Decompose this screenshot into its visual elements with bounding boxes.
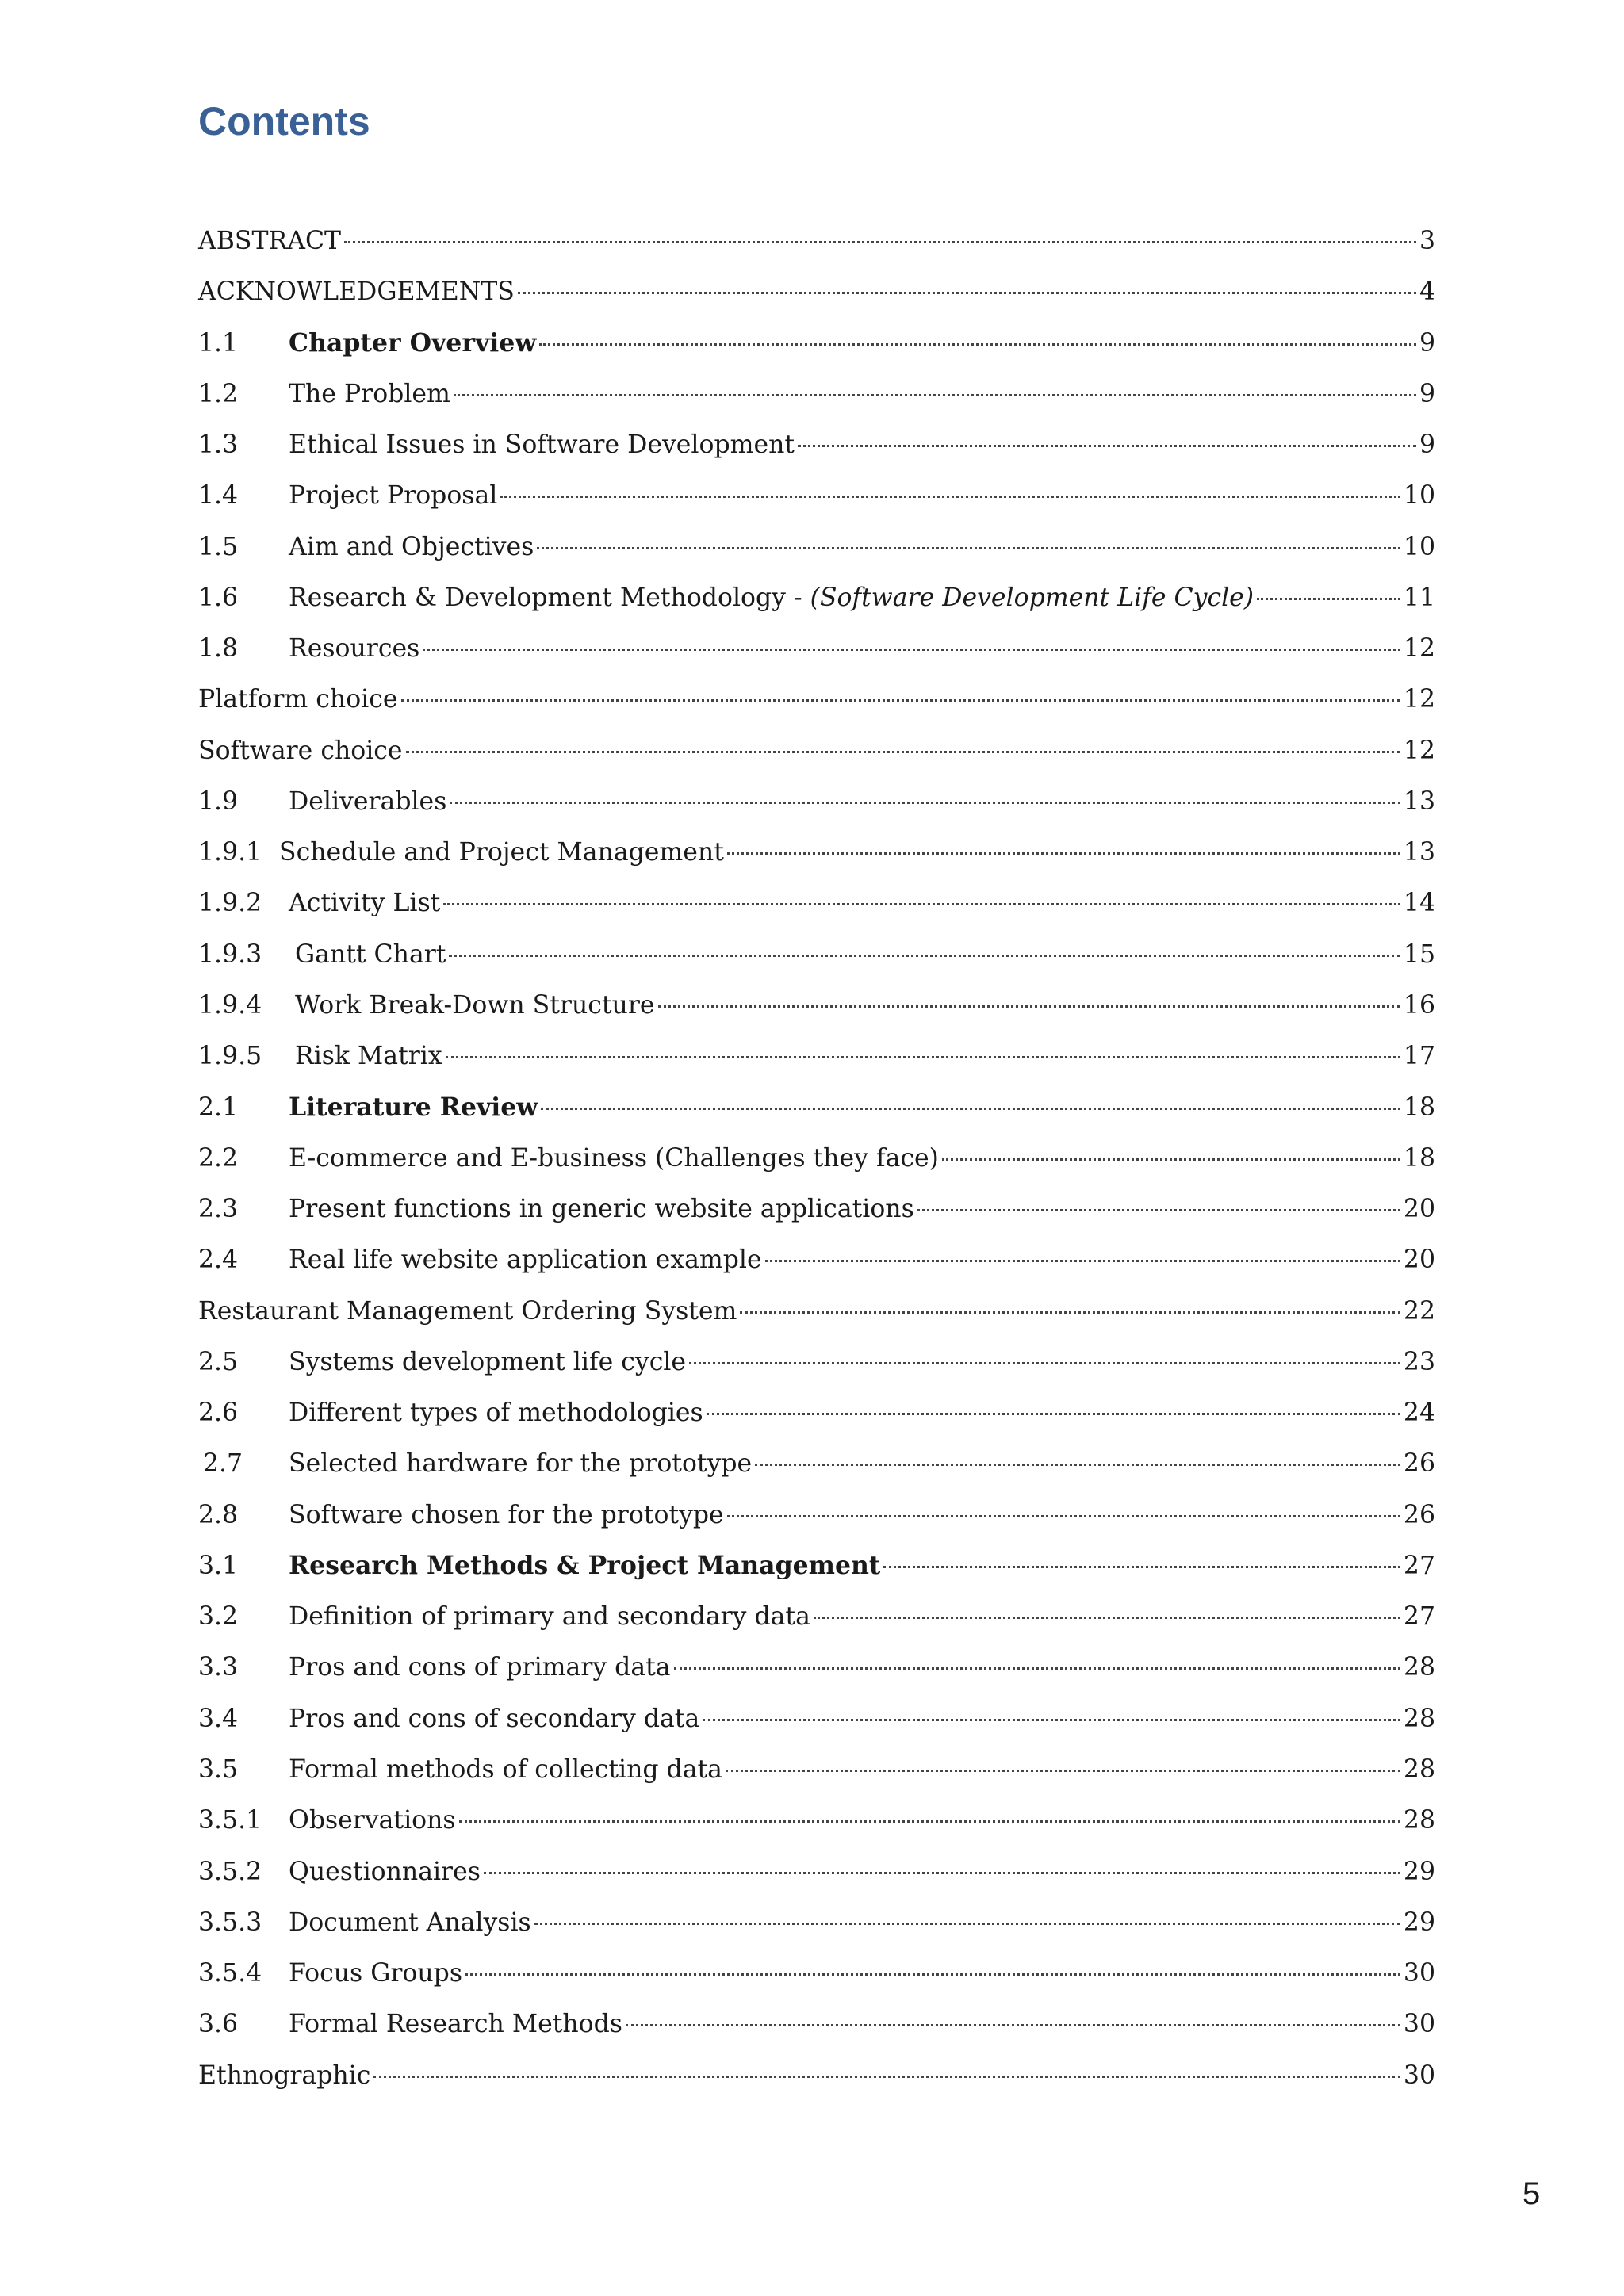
toc-entry-page: 26 [1403, 1500, 1435, 1529]
toc-entry-title [289, 1693, 699, 1744]
toc-entry-page: 23 [1403, 1347, 1435, 1376]
toc-entry-number: 1.6 [198, 583, 239, 612]
toc-entry[interactable] [198, 216, 1435, 266]
dot-leader [534, 1923, 1400, 1925]
toc-entry-title [289, 1387, 703, 1438]
dot-leader [449, 955, 1400, 957]
toc-entry[interactable] [198, 1540, 1435, 1591]
toc-entry-title-text: Software choice [198, 736, 403, 765]
toc-entry-page: 18 [1403, 1093, 1435, 1122]
toc-entry-title-text: Schedule and Project Management [279, 838, 724, 867]
toc-entry-title-text: Research Methods & Project Management [289, 1550, 881, 1580]
toc-entry-title [289, 369, 450, 419]
toc-entry-title [289, 318, 536, 369]
toc-entry-page: 28 [1403, 1755, 1435, 1784]
toc-entry-page: 28 [1403, 1806, 1435, 1835]
toc-entry-title [198, 725, 403, 776]
toc-entry[interactable] [198, 1948, 1435, 1999]
toc-entry-title-text: Pros and cons of secondary data [289, 1704, 700, 1733]
toc-entry[interactable] [198, 369, 1435, 419]
toc-entry-number: 3.5.1 [198, 1806, 262, 1835]
toc-entry[interactable] [198, 572, 1435, 623]
toc-entry-page: 27 [1403, 1602, 1435, 1632]
toc-entry-title-text: Activity List [289, 889, 441, 918]
dot-leader [727, 1515, 1400, 1517]
toc-entry-title [289, 1948, 462, 1999]
toc-entry-number: 1.1 [198, 328, 239, 358]
toc-entry-number: 1.9.5 [198, 1042, 262, 1071]
toc-entry-number: 3.5.2 [198, 1857, 262, 1886]
toc-entry-page: 26 [1403, 1449, 1435, 1479]
toc-entry-title-text: Systems development life cycle [289, 1347, 687, 1376]
toc-entry-page: 9 [1419, 328, 1435, 358]
toc-entry[interactable] [198, 827, 1435, 878]
toc-entry-page: 9 [1419, 379, 1435, 408]
toc-entry-number: 1.9.3 [198, 939, 262, 969]
dot-leader [450, 802, 1400, 804]
toc-entry-number: 3.5 [198, 1755, 239, 1784]
toc-entry-number: 1.9.2 [198, 889, 262, 918]
toc-entry-title [289, 1438, 752, 1489]
toc-entry-title-text: Different types of methodologies [289, 1399, 703, 1428]
toc-entry-number: 1.9 [198, 786, 239, 816]
toc-entry[interactable] [198, 980, 1435, 1031]
toc-entry-title-text: ABSTRACT [198, 227, 342, 255]
toc-entry[interactable] [198, 1031, 1435, 1081]
table-of-contents [198, 216, 1435, 2101]
dot-leader [707, 1413, 1400, 1415]
toc-entry-page: 10 [1403, 532, 1435, 561]
toc-entry-title [198, 216, 341, 266]
dot-leader [674, 1667, 1400, 1670]
toc-entry-title [289, 1490, 724, 1540]
toc-entry-title [289, 1082, 538, 1133]
toc-entry-title [289, 1999, 622, 2049]
toc-entry[interactable] [198, 1693, 1435, 1744]
toc-entry-title [289, 929, 446, 980]
toc-entry-title-text: Present functions in generic website applications [289, 1195, 914, 1224]
toc-entry[interactable] [198, 1744, 1435, 1795]
dot-leader [401, 699, 1400, 702]
dot-leader [798, 445, 1416, 447]
toc-entry-title-text: Document Analysis [289, 1908, 531, 1937]
toc-entry-title-text: Real life website application example [289, 1246, 762, 1275]
toc-entry[interactable] [198, 878, 1435, 928]
dot-leader [484, 1872, 1400, 1874]
toc-entry-title-text: Ethical Issues in Software Development [289, 430, 795, 460]
toc-entry-page: 28 [1403, 1704, 1435, 1733]
toc-entry-page: 20 [1403, 1195, 1435, 1224]
dot-leader [344, 241, 1416, 243]
toc-entry-number: 2.7 [203, 1449, 243, 1479]
dot-leader [727, 852, 1400, 855]
toc-entry-title [289, 1031, 442, 1081]
toc-entry-page: 12 [1403, 736, 1435, 765]
toc-entry-number: 2.4 [198, 1246, 239, 1275]
toc-entry-page: 27 [1403, 1551, 1435, 1580]
toc-entry-page: 17 [1403, 1042, 1435, 1071]
page-title: Contents [198, 99, 370, 144]
toc-entry-title-text: Resources [289, 634, 420, 664]
dot-leader [465, 1973, 1400, 1976]
dot-leader [539, 343, 1416, 346]
dot-leader [814, 1617, 1400, 1619]
toc-entry[interactable] [198, 929, 1435, 980]
toc-entry-page: 4 [1419, 277, 1435, 307]
toc-entry-page: 29 [1403, 1908, 1435, 1937]
toc-entry[interactable] [198, 1591, 1435, 1642]
toc-entry-page: 30 [1403, 2061, 1435, 2090]
toc-entry-number: 3.3 [198, 1653, 239, 1682]
toc-entry-title-text: Research & Development Methodology - [289, 583, 810, 612]
toc-entry-page: 29 [1403, 1857, 1435, 1886]
dot-leader [1257, 598, 1400, 600]
toc-entry[interactable] [198, 1490, 1435, 1540]
toc-entry-page: 24 [1403, 1399, 1435, 1428]
dot-leader [703, 1719, 1400, 1721]
toc-entry[interactable] [198, 1337, 1435, 1387]
toc-entry-title [289, 1642, 671, 1693]
dot-leader [518, 292, 1416, 294]
dot-leader [689, 1362, 1400, 1364]
toc-entry-number: 3.1 [198, 1551, 239, 1580]
toc-entry-title [198, 2050, 370, 2101]
toc-entry-page: 14 [1403, 889, 1435, 918]
toc-entry-title [279, 827, 724, 878]
toc-entry-page: 16 [1403, 990, 1435, 1020]
dot-leader [755, 1464, 1400, 1466]
toc-entry-number: 3.5.4 [198, 1959, 262, 1988]
dot-leader [373, 2076, 1400, 2078]
dot-leader [626, 2024, 1400, 2026]
toc-entry-page: 12 [1403, 634, 1435, 664]
toc-entry-title [289, 1337, 686, 1387]
toc-entry-title [289, 1744, 722, 1795]
dot-leader [658, 1005, 1400, 1008]
dot-leader [443, 903, 1400, 905]
toc-entry-title-text: Aim and Objectives [289, 532, 534, 561]
dot-leader [740, 1311, 1400, 1314]
toc-entry-title [289, 776, 446, 827]
toc-entry-title-text: Software chosen for the prototype [289, 1500, 724, 1529]
toc-entry-title-text: Project Proposal [289, 481, 498, 511]
toc-entry-title-text: Pros and cons of primary data [289, 1653, 671, 1682]
toc-entry-title-text: Questionnaires [289, 1857, 481, 1886]
toc-entry[interactable] [198, 623, 1435, 674]
toc-entry-page: 30 [1403, 1959, 1435, 1988]
toc-entry-title [289, 1846, 481, 1897]
toc-entry-number: 3.5.3 [198, 1908, 262, 1937]
dot-leader [446, 1056, 1400, 1058]
toc-entry-number: 1.9.1 [198, 838, 262, 867]
toc-entry-title-text: Definition of primary and secondary data [289, 1602, 810, 1632]
toc-entry[interactable] [198, 1897, 1435, 1948]
toc-entry-title [289, 1795, 456, 1846]
toc-entry-title-text: Gantt Chart [295, 939, 446, 969]
toc-entry[interactable] [198, 522, 1435, 572]
dot-leader [423, 649, 1400, 651]
toc-entry-number: 3.6 [198, 2010, 239, 2039]
toc-entry[interactable] [198, 1082, 1435, 1133]
toc-entry-title-text: E-commerce and E-business (Challenges they face) [289, 1143, 939, 1173]
toc-entry-page: 9 [1419, 430, 1435, 460]
dot-leader [883, 1566, 1400, 1568]
toc-entry[interactable] [198, 1133, 1435, 1184]
toc-entry-page: 13 [1403, 786, 1435, 816]
toc-entry-title-text: Literature Review [289, 1092, 538, 1122]
toc-entry-number: 1.5 [198, 532, 239, 561]
dot-leader [765, 1260, 1400, 1262]
toc-entry-title-text: Ethnographic [198, 2061, 371, 2090]
toc-entry[interactable] [198, 725, 1435, 776]
toc-entry-number: 1.8 [198, 634, 239, 664]
toc-entry[interactable] [198, 1795, 1435, 1846]
toc-entry-page: 3 [1419, 227, 1435, 255]
toc-entry-title-text: Formal methods of collecting data [289, 1755, 722, 1784]
toc-entry-title-text: Restaurant Management Ordering System [198, 1296, 737, 1326]
toc-entry[interactable] [198, 1286, 1435, 1337]
toc-entry-title [289, 1591, 810, 1642]
toc-entry-title [289, 980, 655, 1031]
toc-entry-number: 2.5 [198, 1347, 239, 1376]
toc-entry-title [289, 1133, 939, 1184]
toc-entry[interactable] [198, 1387, 1435, 1438]
toc-entry[interactable] [198, 1846, 1435, 1897]
toc-entry-title-text: Deliverables [289, 786, 447, 816]
toc-entry-title-italic: (Software Development Life Cycle) [810, 583, 1254, 612]
toc-entry[interactable] [198, 2050, 1435, 2101]
toc-entry-title-text: The Problem [289, 379, 450, 408]
toc-entry-number: 2.1 [198, 1093, 239, 1122]
toc-entry-title [198, 674, 398, 725]
toc-entry-title-text: Chapter Overview [289, 327, 537, 358]
toc-entry-title [289, 419, 795, 470]
toc-entry-title [289, 878, 440, 928]
toc-entry-title [198, 1286, 737, 1337]
toc-entry-title [289, 1234, 762, 1285]
dot-leader [917, 1209, 1400, 1211]
toc-entry[interactable] [198, 470, 1435, 521]
toc-entry-page: 18 [1403, 1143, 1435, 1173]
toc-entry-title [198, 266, 515, 317]
toc-entry-page: 12 [1403, 685, 1435, 714]
toc-entry-title-text: ACKNOWLEDGEMENTS [198, 277, 515, 307]
toc-entry-title-text: Risk Matrix [295, 1042, 442, 1071]
toc-entry-page: 28 [1403, 1653, 1435, 1682]
toc-entry-title [289, 1897, 531, 1948]
toc-entry-page: 13 [1403, 838, 1435, 867]
dot-leader [726, 1770, 1400, 1772]
toc-entry[interactable] [198, 318, 1435, 369]
dot-leader [537, 547, 1400, 549]
dot-leader [459, 1820, 1400, 1823]
toc-entry[interactable] [198, 1438, 1435, 1489]
toc-entry-number: 2.2 [198, 1143, 239, 1173]
dot-leader [454, 394, 1416, 396]
toc-entry[interactable] [198, 419, 1435, 470]
toc-entry-number: 1.3 [198, 430, 239, 460]
toc-entry-title-text: Selected hardware for the prototype [289, 1449, 753, 1479]
dot-leader [942, 1158, 1400, 1161]
toc-entry-number: 3.4 [198, 1704, 239, 1733]
toc-entry-page: 30 [1403, 2010, 1435, 2039]
dot-leader [541, 1108, 1400, 1110]
toc-entry-number: 2.3 [198, 1195, 239, 1224]
toc-entry-page: 15 [1403, 939, 1435, 969]
toc-entry-number: 1.2 [198, 379, 239, 408]
toc-entry-page: 20 [1403, 1246, 1435, 1275]
toc-entry-title-text: Observations [289, 1806, 456, 1835]
toc-entry-page: 22 [1403, 1296, 1435, 1326]
toc-entry[interactable] [198, 1234, 1435, 1285]
toc-entry-number: 1.9.4 [198, 990, 262, 1020]
toc-entry-title-text: Platform choice [198, 685, 398, 714]
toc-entry-title [289, 1184, 914, 1234]
toc-entry-title [289, 1540, 880, 1591]
dot-leader [406, 751, 1400, 753]
dot-leader [500, 496, 1400, 498]
toc-entry-title [289, 572, 1254, 623]
toc-entry-title [289, 623, 419, 674]
toc-entry-title-text: Focus Groups [289, 1959, 463, 1988]
toc-entry-title [289, 522, 534, 572]
toc-entry[interactable] [198, 1999, 1435, 2049]
toc-entry[interactable] [198, 1642, 1435, 1693]
toc-entry-title [289, 470, 497, 521]
toc-entry-title-text: Work Break-Down Structure [295, 990, 655, 1020]
page-number: 5 [1522, 2176, 1541, 2211]
toc-entry[interactable] [198, 776, 1435, 827]
toc-entry-number: 3.2 [198, 1602, 239, 1632]
toc-entry-number: 2.6 [198, 1399, 239, 1428]
toc-entry[interactable] [198, 674, 1435, 725]
toc-entry[interactable] [198, 1184, 1435, 1234]
toc-entry-title-text: Formal Research Methods [289, 2010, 622, 2039]
toc-entry-page: 10 [1403, 481, 1435, 511]
toc-entry-number: 1.4 [198, 481, 239, 511]
toc-entry[interactable] [198, 266, 1435, 317]
toc-entry-number: 2.8 [198, 1500, 239, 1529]
toc-entry-page: 11 [1403, 583, 1435, 612]
